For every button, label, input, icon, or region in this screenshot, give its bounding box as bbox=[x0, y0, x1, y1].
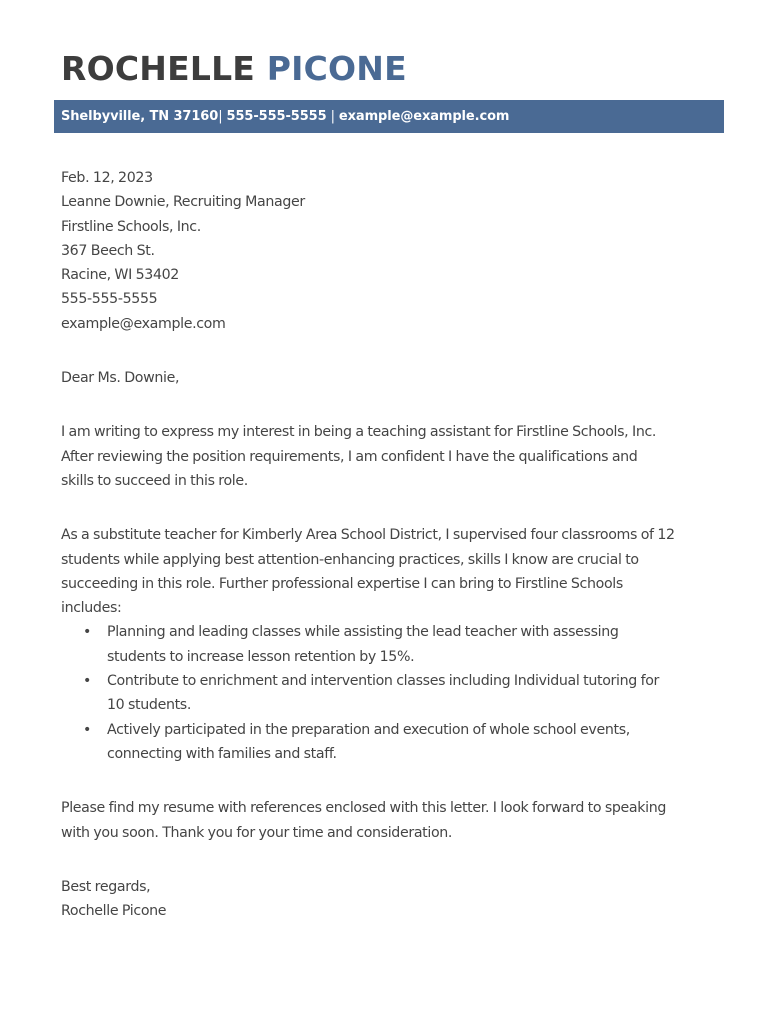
spacer bbox=[61, 766, 731, 796]
paragraph-line: Please find my resume with references enclosed with this letter. I look forward to speaking bbox=[61, 800, 667, 817]
contact-banner bbox=[54, 100, 724, 133]
paragraph-line: students while applying best attention-enhancing practices, skills I know are crucial to bbox=[61, 551, 639, 568]
spacer bbox=[61, 493, 731, 523]
signature: Rochelle Picone bbox=[61, 903, 167, 920]
paragraph-experience bbox=[61, 523, 731, 620]
paragraph-line: After reviewing the position requirements, I am confident I have the qualifications and bbox=[61, 448, 638, 465]
bullet-icon: • bbox=[83, 624, 92, 641]
contact-email: example@example.com bbox=[338, 109, 510, 124]
applicant-name bbox=[61, 45, 407, 93]
salutation-text: Dear Ms. Downie, bbox=[61, 370, 180, 387]
recipient-company: Firstline Schools, Inc. bbox=[61, 218, 201, 235]
paragraph-closing bbox=[61, 796, 731, 845]
applicant-last-name: PICONE bbox=[266, 49, 407, 88]
recipient-street: 367 Beech St. bbox=[61, 242, 155, 259]
paragraph-line: succeeding in this role. Further professional expertise I can bring to Firstline Schools bbox=[61, 575, 623, 592]
bullet-icon: • bbox=[83, 721, 92, 738]
applicant-first-name: ROCHELLE bbox=[61, 49, 256, 88]
spacer bbox=[61, 845, 731, 875]
paragraph-line: with you soon. Thank you for your time and consideration. bbox=[61, 824, 453, 841]
recipient-city-state-zip: Racine, WI 53402 bbox=[61, 267, 179, 284]
spacer bbox=[61, 336, 731, 366]
recipient-block bbox=[61, 166, 731, 336]
contact-location: Shelbyville, TN 37160 bbox=[61, 109, 219, 124]
bullet-icon: • bbox=[83, 673, 92, 690]
paragraph-line: includes: bbox=[61, 600, 122, 617]
closing-block bbox=[61, 875, 731, 924]
list-item-line: Actively participated in the preparation and execution of whole school events, bbox=[107, 721, 630, 738]
contact-separator: | bbox=[218, 109, 227, 124]
sign-off: Best regards, bbox=[61, 878, 151, 895]
paragraph-line: I am writing to express my interest in being a teaching assistant for Firstline Schools, Inc. bbox=[61, 424, 657, 441]
recipient-email: example@example.com bbox=[61, 315, 226, 332]
spacer bbox=[61, 390, 731, 420]
expertise-list-item bbox=[61, 669, 731, 718]
letter-body bbox=[61, 166, 731, 923]
expertise-list-item bbox=[61, 718, 731, 767]
salutation bbox=[61, 366, 731, 390]
paragraph-intro bbox=[61, 420, 731, 493]
list-item-line: Planning and leading classes while assisting the lead teacher with assessing bbox=[107, 624, 619, 641]
letter-date: Feb. 12, 2023 bbox=[61, 170, 153, 186]
list-item-line: 10 students. bbox=[107, 697, 191, 714]
recipient-phone: 555-555-5555 bbox=[61, 291, 158, 308]
expertise-list-item bbox=[61, 620, 731, 669]
paragraph-line: skills to succeed in this role. bbox=[61, 472, 248, 489]
contact-separator: | bbox=[326, 109, 339, 124]
recipient-name-title: Leanne Downie, Recruiting Manager bbox=[61, 194, 305, 211]
list-item-line: students to increase lesson retention by 15%. bbox=[107, 648, 415, 665]
expertise-list bbox=[61, 620, 731, 766]
paragraph-line: As a substitute teacher for Kimberly Area School District, I supervised four classrooms of 12 bbox=[61, 527, 675, 544]
list-item-line: Contribute to enrichment and intervention classes including Individual tutoring for bbox=[107, 673, 660, 690]
contact-phone: 555-555-5555 bbox=[226, 109, 327, 124]
list-item-line: connecting with families and staff. bbox=[107, 745, 337, 762]
